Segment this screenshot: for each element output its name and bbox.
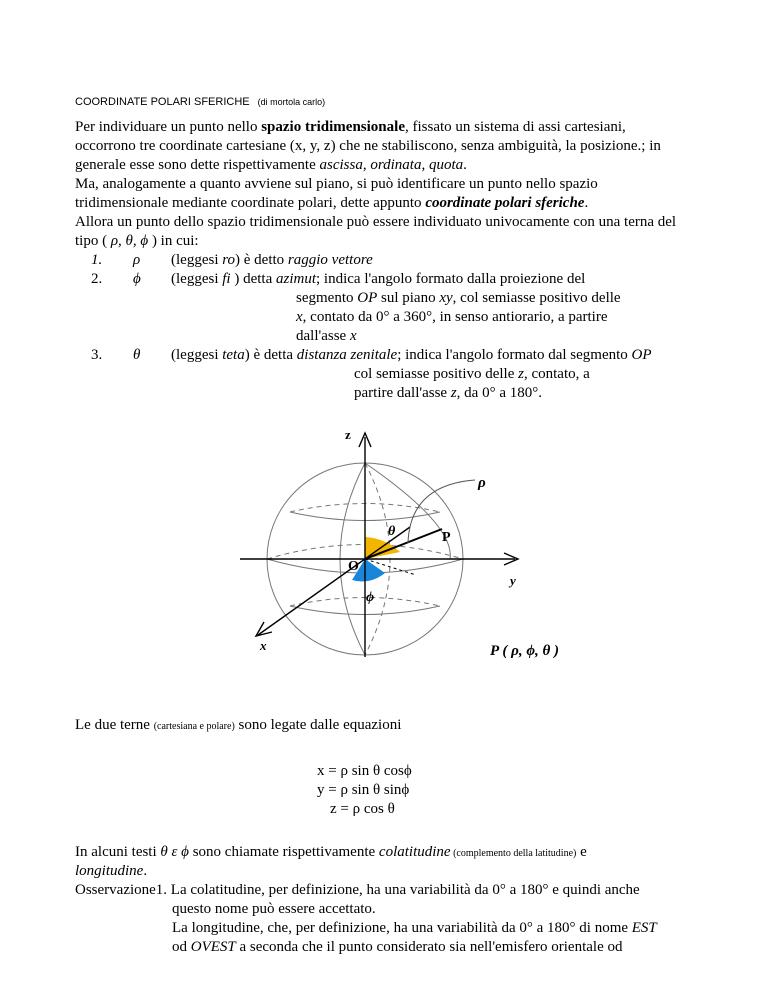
rho-label: ρ	[478, 475, 486, 491]
equation-x: x = ρ sin θ cosϕ	[317, 763, 412, 779]
document-title: COORDINATE POLARI SFERICHE (di mortola carlo)	[75, 96, 326, 108]
equation-y: y = ρ sin θ sinϕ	[317, 782, 410, 798]
equation-z: z = ρ cos θ	[330, 801, 395, 817]
coordinate-label: P ( ρ, ϕ, θ )	[490, 643, 560, 659]
phi-label: ϕ	[366, 590, 375, 605]
x-label: x	[260, 638, 267, 653]
item-1: 1.	[91, 252, 103, 268]
item-3: 3.	[91, 347, 103, 363]
relation-sentence: Le due terne (cartesiana e polare) sono legate dalle equazioni	[75, 717, 402, 733]
item-2: 2.	[91, 271, 103, 287]
z-label: z	[345, 427, 351, 442]
author-note: (di mortola carlo)	[257, 97, 326, 107]
y-label: y	[510, 573, 516, 588]
x-axis	[258, 527, 410, 635]
theta-label: θ	[388, 524, 396, 539]
point-label: P	[442, 530, 451, 545]
origin-label: O	[348, 559, 359, 574]
spherical-coordinates-figure	[220, 425, 620, 675]
